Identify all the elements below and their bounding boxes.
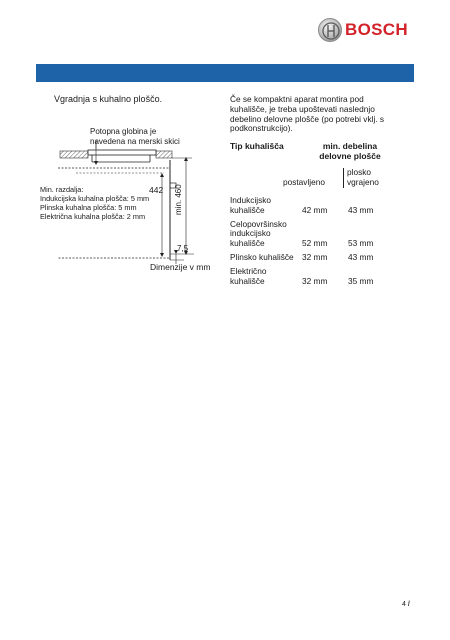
table-header-type: Tip kuhališča [230,141,284,151]
page-number [402,601,410,608]
bosch-armature-icon [318,18,342,42]
page-number-value: 4 [402,601,406,608]
cooktop-type: Celopovršinsko indukcijsko kuhališče [230,218,287,249]
cooktop-table [230,196,420,290]
table-row [230,220,420,249]
intro-line: kuhališče, je treba upoštevati naslednjo [230,103,375,114]
cooktop-type: Plinsko kuhališče [230,251,294,262]
cooktop-type: Električno kuhališče [230,265,267,286]
flush-thickness: 35 mm [348,275,374,286]
page-mark: / [407,601,410,608]
min-distance-line: Plinska kuhalna plošča: 5 mm [40,203,137,212]
placed-thickness: 32 mm [302,275,328,286]
callout-line: navedena na merski skici [90,136,180,146]
table-row [230,267,420,287]
intro-line: Če se kompaktni aparat montira pod [230,94,364,104]
table-row [230,196,420,216]
subheader-placed: postavljeno [283,177,325,187]
dimensions-note: Dimenzije v mm [150,262,211,272]
cooktop-type: Indukcijsko kuhališče [230,195,272,215]
dimension-min-460: min. 460 [174,184,183,215]
placed-thickness: 32 mm [302,251,328,262]
column-divider [343,168,344,188]
min-distance-line: Električna kuhalna plošča: 2 mm [40,212,146,221]
flush-thickness: 43 mm [348,204,374,215]
intro-line: podkonstrukcijo). [230,123,293,134]
dimension-7-5: 7,5 [177,244,189,253]
min-distance-line: Min. razdalja: [40,185,84,194]
subheader-flush-line: plosko [347,167,371,177]
worktop-left [60,151,88,158]
placed-thickness: 52 mm [302,238,328,249]
callout-line: Potopna globina je [90,127,157,136]
section-title: Vgradnja s kuhalno ploščo. [54,94,163,104]
brand-name: BOSCH [345,20,408,39]
intro-paragraph [230,95,384,134]
flush-thickness: 43 mm [348,251,374,262]
subheader-flush-line: vgrajeno [347,176,379,187]
placed-thickness: 42 mm [302,204,328,215]
intro-line: debelino delovne plošče (po potrebi vklj. s [230,113,385,124]
cooktop [88,150,156,155]
header-banner [36,64,414,82]
bosch-logo [318,18,414,44]
subheader-flush [347,168,379,188]
table-row [230,253,420,263]
table-header-min-thickness [318,141,382,161]
min-distance-line: Indukcijska kuhalna plošča: 5 mm [40,194,150,203]
flush-thickness: 53 mm [348,238,374,249]
worktop-right [156,151,172,158]
header-min-line: min. debelina [322,141,378,151]
header-min-line: delovne plošče [319,151,381,161]
dimension-442: 442 [149,185,164,195]
min-distance-note [40,185,149,221]
